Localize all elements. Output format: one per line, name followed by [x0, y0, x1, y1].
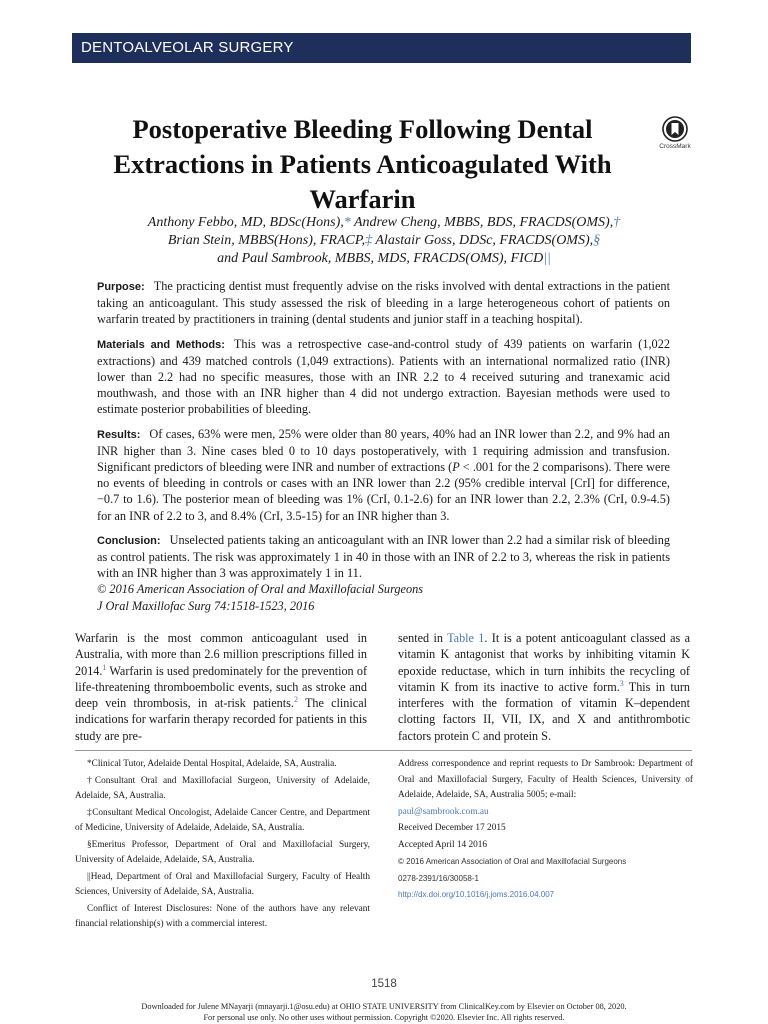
footnote-item: *Clinical Tutor, Adelaide Dental Hospital, Adelaide, SA, Australia. — [87, 759, 337, 769]
author-line-2 — [80, 232, 688, 250]
author-cheng: Andrew Cheng, MBBS, BDS, FRACDS(OMS), — [350, 215, 614, 230]
abstract — [97, 278, 670, 614]
footnote-item: ||Head, Department of Oral and Maxillofacial Surgery, Faculty of Health Sciences, University of Adelaide, SA, Australia. — [75, 871, 370, 897]
author-stein: Brian Stein, MBBS(Hons), FRACP, — [167, 233, 366, 248]
download-line-1: Downloaded for Julene MNayarji (mnayarji.1@osu.edu) at OHIO STATE UNIVERSITY from ClinicalKey.com by Elsevier on October 08, 2020. — [141, 1002, 627, 1011]
footnote-item: †Consultant Oral and Maxillofacial Surgeon, University of Adelaide, Adelaide, SA, Australia. — [75, 775, 370, 801]
email-link[interactable]: paul@sambrook.com.au — [398, 806, 489, 817]
abstract-text: This was a retrospective case-and-control study of 439 patients on warfarin (1,022 extractions) and 439 matched controls (1,049 extractions). Patients with an international normalized ratio (INR) lower than 2.2 had no specific measures, those with an INR 2.2 to 4 received suturing and tranexamic acid mouthwash, and those with an INR higher than 4 did not undergo extraction. Bayesian methods were used to estimate posterior probabilities of bleeding. — [97, 336, 670, 417]
abstract-text: < .001 for the 2 comparisons). There were no events of bleeding in controls or cases with an INR lower than 2.2 (95% credible interval [CrI] for difference, −0.7 to 1.6). The posterior mean of bleeding was 1% (CrI, 0.1-2.6) for an INR lower than 2.2, 2.3% (CrI, 0.9-4.5) for an INR of 2.2 to 3, and 8.4% (CrI, 3.5-15) for an INR higher than 3. — [97, 460, 670, 523]
abstract-label: Purpose: — [97, 281, 145, 293]
affiliation-mark[interactable]: § — [593, 233, 601, 248]
crossmark-label: CrossMark — [659, 143, 691, 150]
footnote-item: Conflict of Interest Disclosures: None of the authors have any relevant financial relationship(s) with a commercial interest. — [75, 903, 370, 929]
section-banner: DENTOALVEOLAR SURGERY — [72, 33, 691, 63]
abstract-text: Unselected patients taking an anticoagulant with an INR lower than 2.2 had a similar risk of bleeding as control patients. The risk was approximately 1 in 40 in those with an INR of 2.2 to 3, whereas the risk in patients with an INR higher than 3 was approximately 1 in 11. — [97, 532, 670, 581]
abstract-purpose — [97, 278, 670, 328]
abstract-results — [97, 426, 670, 524]
abstract-label: Materials and Methods: — [97, 338, 225, 351]
correspondence-address: Address correspondence and reprint requests to Dr Sambrook: Department of Oral and Maxillofacial Surgery, Faculty of Health Sciences, University of Adelaide, Adelaide, SA, Australia 5005; e-mail: — [398, 759, 693, 800]
author-goss: Alastair Goss, DDSc, FRACDS(OMS), — [372, 233, 594, 248]
reference-link[interactable]: 3 — [619, 678, 624, 688]
doi-link[interactable]: http://dx.doi.org/10.1016/j.joms.2016.04.007 — [398, 890, 555, 899]
page-number: 1518 — [371, 978, 397, 990]
abstract-text: Of cases, 63% were men, 25% were older than 80 years, 40% had an INR lower than 2.2, and 9% had an INR higher than 3. Nine cases bled 0 to 10 days postoperatively, with 1 requiring admission and transfusion. Significant predictors of bleeding were INR and number of extractions ( — [97, 426, 670, 475]
download-line-2: For personal use only. No other uses without permission. Copyright ©2020. Elsevier Inc. All rights reserved. — [203, 1012, 565, 1022]
body-text: Warfarin is the most common anticoagulant used in Australia, with more than 2.6 million prescriptions filled in 2014. — [75, 631, 367, 678]
footnotes-affiliations — [75, 757, 370, 934]
accepted-date: Accepted April 14 2016 — [398, 839, 488, 850]
abstract-conclusion — [97, 532, 670, 582]
author-list — [80, 214, 688, 268]
crossmark-icon[interactable] — [662, 116, 688, 142]
abstract-label: Results: — [97, 428, 141, 441]
abstract-text: The practicing dentist must frequently advise on the risks involved with dental extractions in the patient taking an anticoagulant. This study assessed the risk of bleeding in a large heterogeneous cohort of patients on warfarin treated by practitioners in training (dental students and junior staff in a teaching hospital). — [97, 279, 670, 327]
body-column-left — [75, 630, 367, 744]
author-sambrook: and Paul Sambrook, MBBS, MDS, FRACDS(OMS), FICD — [217, 251, 544, 266]
table-link[interactable]: Table 1 — [447, 631, 485, 645]
received-date: Received December 17 2015 — [398, 823, 506, 833]
affiliation-mark[interactable]: || — [543, 251, 551, 266]
p-value-symbol: P — [452, 460, 460, 475]
body-text: sented in — [398, 631, 448, 645]
body-text: Warfarin is used predominately for the prevention of life-threatening thromboembolic events, such as stroke and deep vein thrombosis, in at-risk patients. — [75, 663, 367, 711]
reference-link[interactable]: 2 — [293, 695, 298, 705]
author-line-1 — [80, 214, 688, 232]
body-text: This in turn interferes with the formation of vitamin K–dependent clotting factors II, VII, IX, and X and antithrombotic factors protein C and protein S. — [398, 679, 690, 743]
article-title: Postoperative Bleeding Following Dental Extractions in Patients Anticoagulated With Warfarin — [113, 114, 612, 214]
author-febbo: Anthony Febbo, MD, BDSc(Hons), — [147, 215, 344, 230]
body-column-right — [398, 630, 690, 744]
footnote-copyright: © 2016 American Association of Oral and Maxillofacial Surgeons — [398, 857, 627, 866]
correspondence-email[interactable] — [398, 805, 693, 821]
issn-code: 0278-2391/16/30058-1 — [398, 873, 479, 883]
reference-link[interactable]: 1 — [102, 662, 107, 672]
affiliation-mark[interactable]: * — [343, 215, 351, 230]
body-text: The clinical indications for warfarin therapy recorded for patients in this study are pre- — [75, 696, 367, 743]
affiliation-mark[interactable]: ‡ — [365, 233, 373, 248]
author-line-3 — [80, 250, 688, 268]
abstract-methods — [97, 336, 670, 418]
body-text: . It is a potent anticoagulant classed as a vitamin K antagonist that works by inhibiting vitamin K epoxide reductase, which in turn inhibits the recycling of vitamin K from its inactive to active form. — [398, 631, 690, 694]
footnote-divider — [75, 750, 692, 751]
crossmark-badge[interactable] — [654, 116, 696, 150]
affiliation-mark[interactable]: † — [613, 215, 621, 230]
download-notice — [0, 1002, 768, 1023]
abstract-label: Conclusion: — [97, 534, 161, 547]
footnote-item: ‡Consultant Medical Oncologist, Adelaide Cancer Centre, and Department of Medicine, University of Adelaide, Adelaide, SA, Australia. — [75, 807, 370, 833]
abstract-copyright: © 2016 American Association of Oral and Maxillofacial Surgeons — [97, 582, 424, 597]
footnote-item: §Emeritus Professor, Department of Oral and Maxillofacial Surgery, University of Adelaide, Adelaide, SA, Australia. — [75, 839, 370, 865]
footnotes-correspondence — [398, 757, 693, 904]
abstract-citation: J Oral Maxillofac Surg 74:1518-1523, 2016 — [97, 598, 315, 613]
